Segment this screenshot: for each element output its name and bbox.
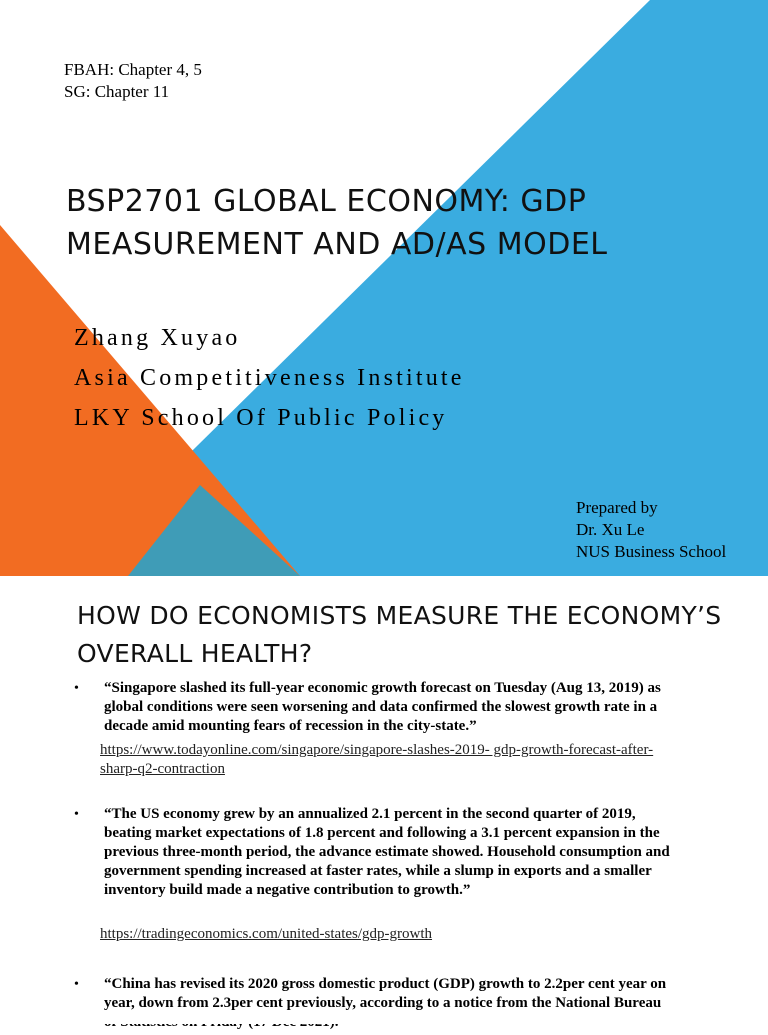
bullet-text: “China has revised its 2020 gross domestic product (GDP) growth to 2.2per cent year on year, down from 2.3per cent previously, according to a notice from the National Bureau [104,976,667,1011]
ref-line-1: FBAH: Chapter 4, 5 [64,60,202,79]
ref-line-2: SG: Chapter 11 [64,82,170,101]
bullet-text: “Singapore slashed its full-year economic growth forecast on Tuesday (Aug 13, 2019) as global conditions were seen worsening and data confirmed the slowest growth rate in a decade amid mounting fears of recession in the city-state.” [104,680,661,734]
bullet-text: “The US economy grew by an annualized 2.1 percent in the second quarter of 2019, beating market expectations of 1.8 percent and following a 3.1 percent expansion in the previous three-month period, the advance estimate showed. Household consumption and government spending increased at faster rates, while a slump in exports and a smaller inventory build made a negative contribution to growth.” [104,806,670,898]
author-name: Zhang Xuyao [74,325,241,351]
bullet-item [74,805,674,921]
page-bottom-edge [0,1015,768,1024]
prepared-by-block [576,497,726,563]
prepared-label: Prepared by [576,498,658,517]
source-link[interactable]: https://tradingeconomics.com/united-states/gdp-growth [100,926,433,942]
content-slide-title: HOW DO ECONOMISTS MEASURE THE ECONOMY’S OVERALL HEALTH? [77,601,722,668]
bullet-marker: • [74,977,79,992]
bullet-marker: • [74,807,79,822]
author-school: LKY School Of Public Policy [74,405,448,431]
bullet-item [74,679,674,739]
author-institute: Asia Competitiveness Institute [74,365,465,391]
author-block [74,318,465,438]
bullet-item [74,975,674,1035]
chapter-references [64,59,202,103]
preparer-name: Dr. Xu Le [576,520,645,539]
bullet-marker: • [74,681,79,696]
source-link[interactable]: https://www.todayonline.com/singapore/singapore-slashes-2019- gdp-growth-forecast-after-sharp-q2-contraction [100,742,654,777]
preparer-school: NUS Business School [576,542,727,561]
slide-title: BSP2701 GLOBAL ECONOMY: GDP MEASUREMENT AND AD/AS MODEL [66,184,608,262]
